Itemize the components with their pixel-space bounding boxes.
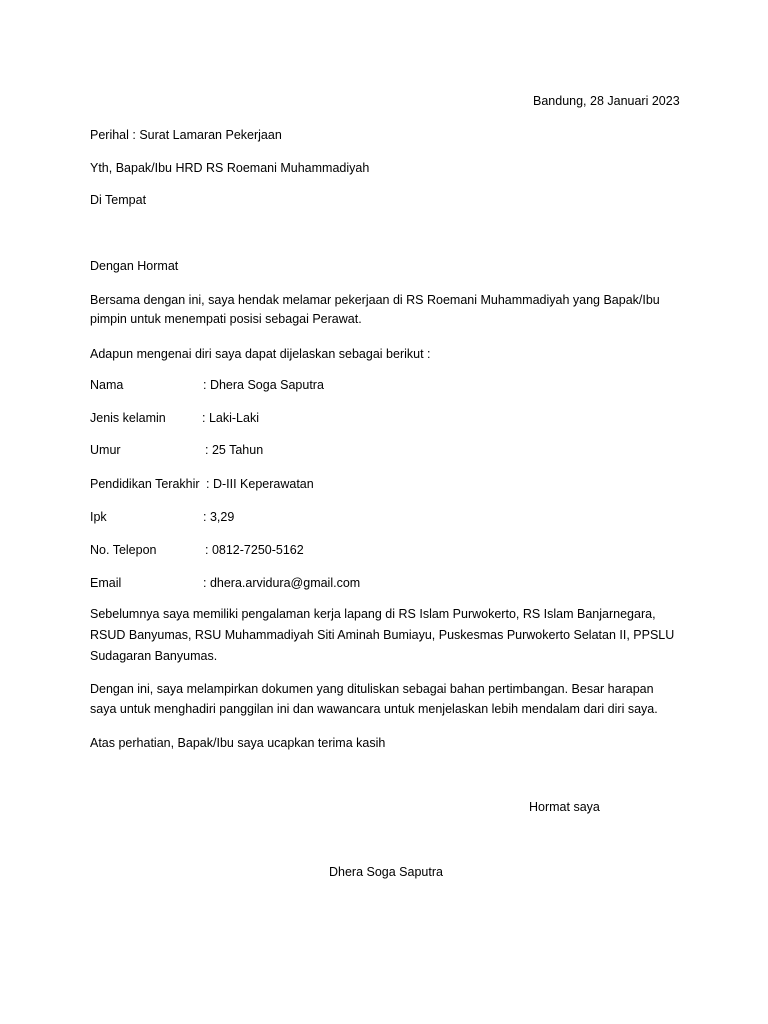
detail-label: No. Telepon xyxy=(90,543,157,557)
place-date: Bandung, 28 Januari 2023 xyxy=(533,94,680,108)
detail-label: Umur xyxy=(90,443,121,457)
attachment-paragraph-line: saya untuk menghadiri panggilan ini dan wawancara untuk menjelaskan lebih mendalam dari diri saya. xyxy=(90,702,658,716)
detail-value: : D-III Keperawatan xyxy=(206,477,314,491)
salutation: Dengan Hormat xyxy=(90,259,179,273)
detail-value: : 3,29 xyxy=(203,510,235,524)
recipient: Yth, Bapak/Ibu HRD RS Roemani Muhammadiyah xyxy=(90,161,370,175)
detail-label: Nama xyxy=(90,378,124,392)
intro-paragraph-line: pimpin untuk menempati posisi sebagai Perawat. xyxy=(90,312,362,326)
details-intro: Adapun mengenai diri saya dapat dijelaskan sebagai berikut : xyxy=(90,347,431,361)
detail-label: Pendidikan Terakhir xyxy=(90,477,200,491)
detail-value: : 25 Tahun xyxy=(205,443,264,457)
experience-paragraph-line: Sebelumnya saya memiliki pengalaman kerja lapang di RS Islam Purwokerto, RS Islam Banjarnegara, xyxy=(90,607,656,621)
detail-label: Ipk xyxy=(90,510,107,524)
detail-value: : dhera.arvidura@gmail.com xyxy=(203,576,361,590)
signature-name: Dhera Soga Saputra xyxy=(329,865,443,879)
thanks-line: Atas perhatian, Bapak/Ibu saya ucapkan terima kasih xyxy=(90,736,386,750)
detail-value: : Dhera Soga Saputra xyxy=(203,378,324,392)
attachment-paragraph-line: Dengan ini, saya melampirkan dokumen yang dituliskan sebagai bahan pertimbangan. Besar harapan xyxy=(90,682,654,696)
experience-paragraph-line: Sudagaran Banyumas. xyxy=(90,649,218,663)
experience-paragraph-line: RSUD Banyumas, RSU Muhammadiyah Siti Aminah Bumiayu, Puskesmas Purwokerto Selatan II, PPSLU xyxy=(90,628,675,642)
detail-label: Email xyxy=(90,576,122,590)
recipient-location: Di Tempat xyxy=(90,193,147,207)
letter-subject: Perihal : Surat Lamaran Pekerjaan xyxy=(90,128,282,142)
detail-value: : Laki-Laki xyxy=(202,411,259,425)
closing: Hormat saya xyxy=(529,800,600,814)
detail-value: : 0812-7250-5162 xyxy=(205,543,304,557)
intro-paragraph-line: Bersama dengan ini, saya hendak melamar pekerjaan di RS Roemani Muhammadiyah yang Bapak/Ibu xyxy=(90,293,660,307)
detail-label: Jenis kelamin xyxy=(90,411,166,425)
